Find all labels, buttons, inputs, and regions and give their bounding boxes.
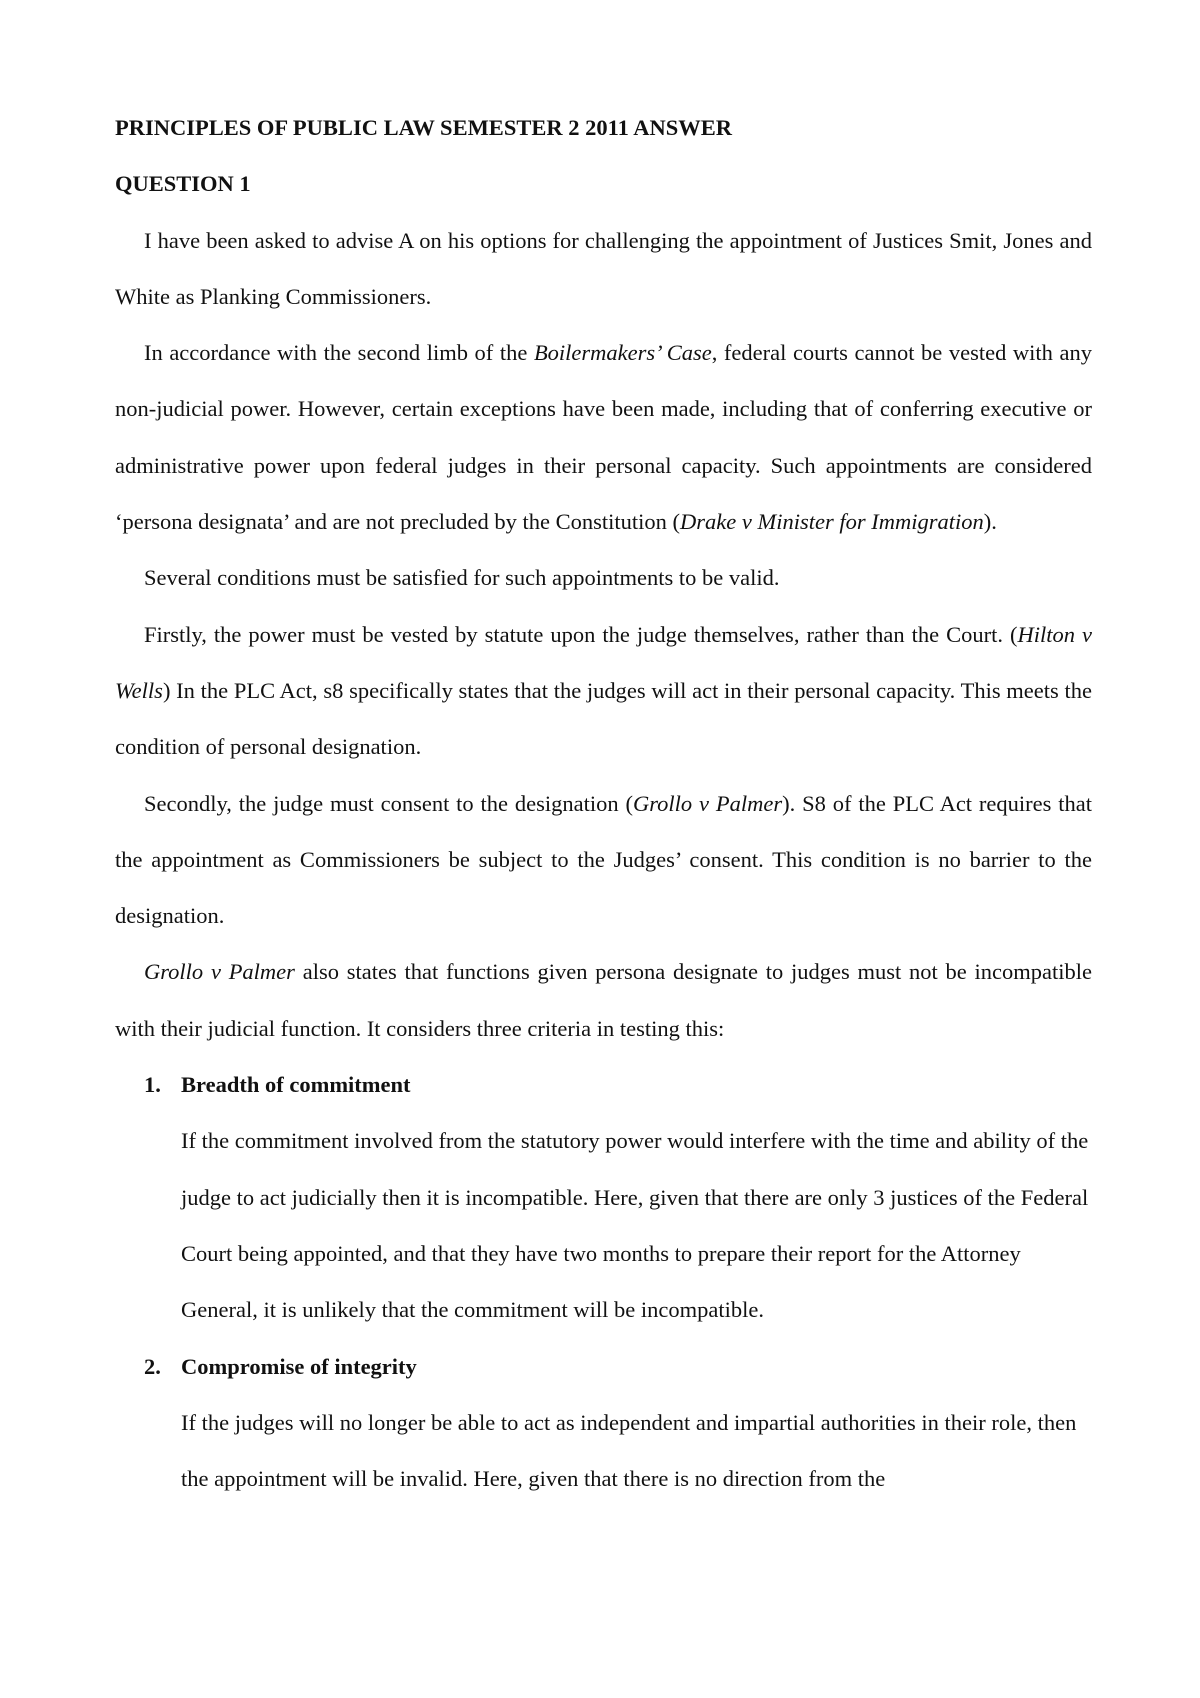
criterion-2-title [115, 1339, 1092, 1395]
paragraph-intro [115, 213, 1092, 326]
criterion-2-body: If the judges will no longer be able to act as independent and impartial authorities in their role, then the appointment will be invalid. Here, given that there is no direction from the [181, 1409, 1077, 1492]
criterion-title-text: Breadth of commitment [181, 1072, 411, 1098]
question-heading: QUESTION 1 [115, 171, 251, 197]
criterion-1-title [115, 1057, 1092, 1113]
paragraph-text: Firstly, the power must be vested by statute upon the judge themselves, rather than the Court. ( [144, 621, 1018, 647]
case-citation-hilton: Hilton v Wells [115, 621, 1092, 703]
paragraph-text: ) In the PLC Act, s8 specifically states that the judges will act in their personal capacity. This meets the condition of personal designation. [115, 677, 1092, 760]
case-citation-drake: Drake v Minister for Immigration [680, 509, 984, 535]
paragraph-text: In accordance with the second limb of the [144, 340, 534, 366]
paragraph-text: also states that functions given persona designate to judges must not be incompatible with their judicial function. It considers three criteria in testing this: [115, 959, 1092, 1041]
document-body [115, 100, 1092, 1507]
case-citation-boilermakers: Boilermakers’ Case [533, 340, 712, 366]
paragraph-text: , federal courts cannot be vested with any non-judicial power. However, certain exceptions have been made, including that of conferring executive or administrative power upon federal judges in their personal capacity. Such appointments are considered ‘persona designata’ and are not precluded by the Constitution ( [115, 340, 1092, 535]
paragraph-text: Secondly, the judge must consent to the designation ( [144, 790, 633, 816]
criterion-title-text: Compromise of integrity [181, 1353, 417, 1379]
paragraph-text: ). [983, 509, 997, 535]
paragraph-conditions [115, 550, 1092, 606]
paragraph-intro-text: I have been asked to advise A on his options for challenging the appointment of Justices Smit, Jones and White as Planking Commissioners. [115, 227, 1092, 309]
case-citation-grollo: Grollo v Palmer [633, 790, 783, 816]
paragraph-grollo [115, 944, 1092, 1057]
document-title: PRINCIPLES OF PUBLIC LAW SEMESTER 2 2011 ANSWER [115, 115, 733, 140]
criterion-number: 2. [144, 1353, 161, 1379]
criterion-1-body: If the commitment involved from the statutory power would interfere with the time and ability of the judge to act judicially then it is incompatible. Here, given that there are only 3 justices of the Federal Court being appointed, and that they have two months to prepare their report for the Attorney General, it is unlikely that the commitment will be incompatible. [181, 1128, 1089, 1323]
paragraph-text: ). S8 of the PLC Act requires that the appointment as Commissioners be subject to the Judges’ consent. This condition is no barrier to the designation. [115, 790, 1092, 929]
paragraph-secondly [115, 776, 1092, 945]
paragraph-firstly [115, 607, 1092, 776]
case-citation-grollo: Grollo v Palmer [144, 959, 295, 985]
paragraph-boilermakers [115, 325, 1092, 550]
paragraph-text: Several conditions must be satisfied for such appointments to be valid. [144, 565, 780, 591]
criterion-number: 1. [144, 1072, 161, 1098]
